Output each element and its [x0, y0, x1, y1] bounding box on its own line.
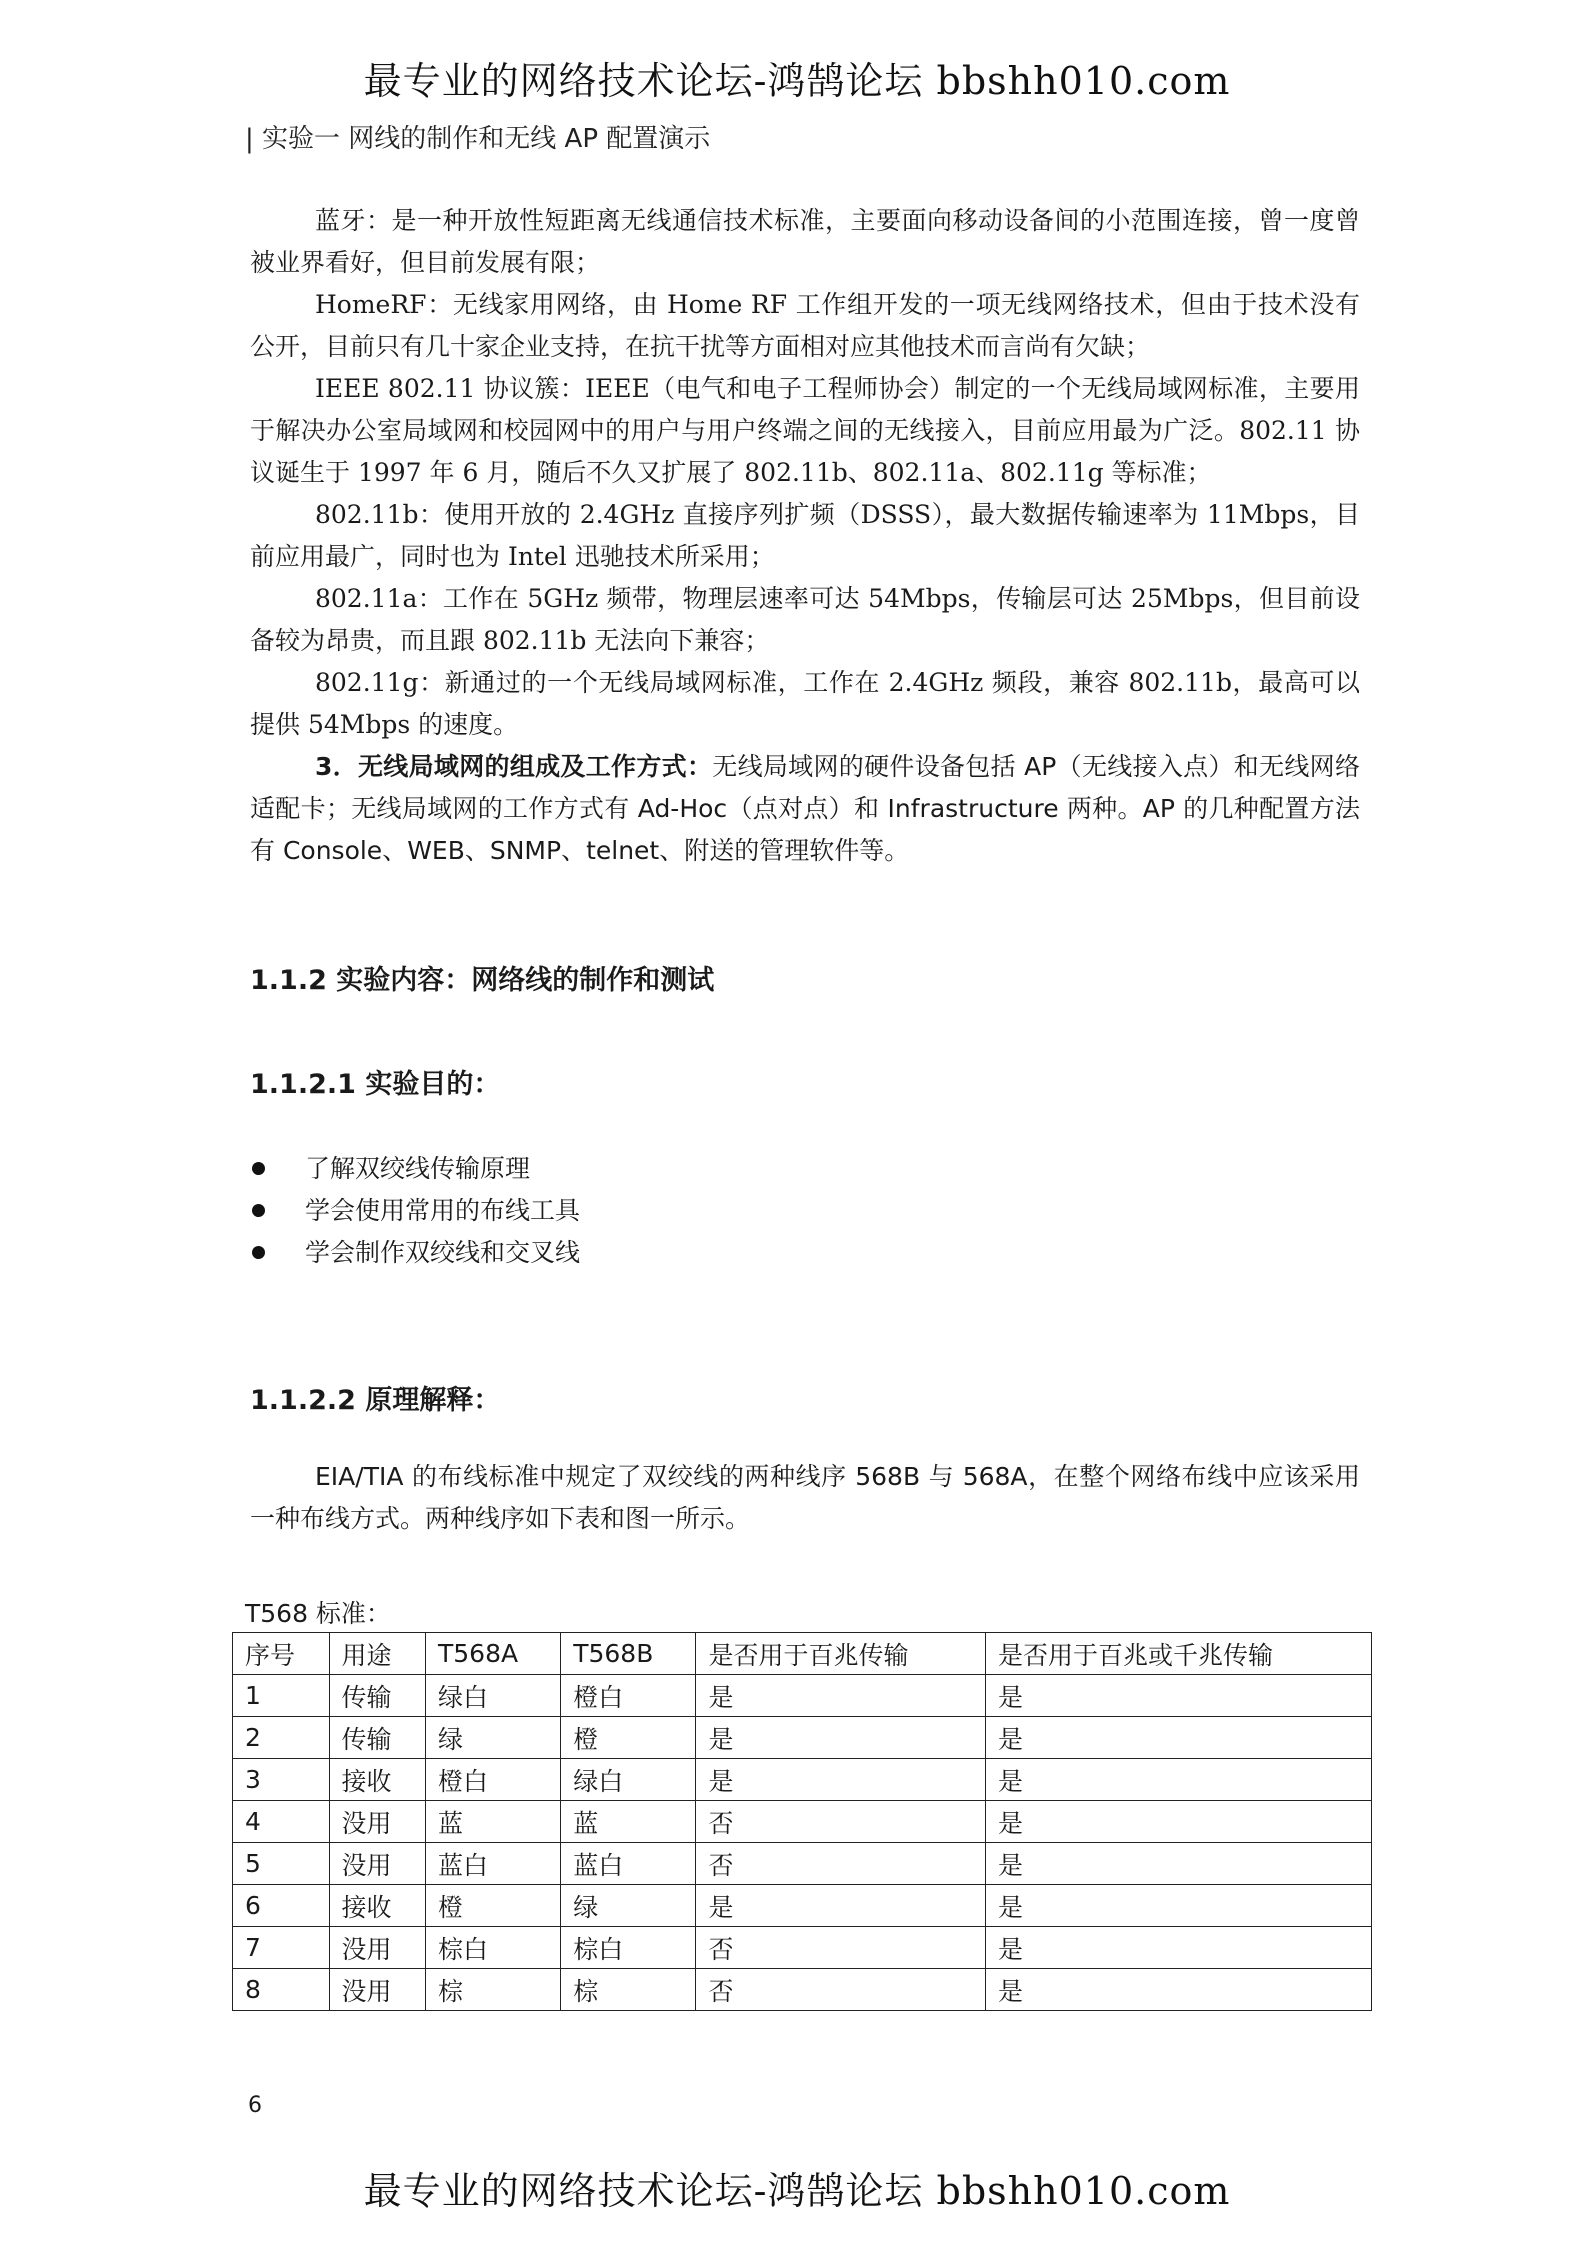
cell-index: 5 — [233, 1843, 330, 1885]
cell-t568a: 蓝 — [426, 1801, 561, 1843]
cell-index: 2 — [233, 1717, 330, 1759]
col-header-index: 序号 — [233, 1633, 330, 1675]
principle-block — [250, 1456, 1360, 1540]
table-header-row — [233, 1633, 1372, 1675]
cell-1000m: 是 — [985, 1969, 1371, 2011]
paragraph-wlan-composition — [250, 746, 1360, 872]
list-item-text: 了解双绞线传输原理 — [305, 1154, 531, 1183]
paragraph-80211b: 802.11b：使用开放的 2.4GHz 直接序列扩频（DSSS），最大数据传输速率为 11Mbps，目前应用最广，同时也为 Intel 迅驰技术所采用； — [250, 500, 1360, 571]
cell-t568a: 橙 — [426, 1885, 561, 1927]
col-header-t568b: T568B — [561, 1633, 696, 1675]
bullet-icon — [252, 1162, 265, 1175]
table-row — [233, 1759, 1372, 1801]
cell-index: 4 — [233, 1801, 330, 1843]
bullet-icon — [252, 1204, 265, 1217]
wlan-text: 无线局域网的硬件设备包括 AP（无线接入点）和无线网络适配卡；无线局域网的工作方式有 Ad-Hoc（点对点）和 Infrastructure 两种。AP 的几种配置方法有 Console、WEB、SNMP、telnet、附送的管理软件等。 — [250, 752, 1360, 865]
cell-use: 传输 — [329, 1675, 426, 1717]
table-row — [233, 1885, 1372, 1927]
cell-index: 3 — [233, 1759, 330, 1801]
section-heading-112: 1.1.2 实验内容：网络线的制作和测试 — [250, 965, 715, 996]
cell-100m: 是 — [696, 1885, 985, 1927]
list-item-text: 学会制作双绞线和交叉线 — [305, 1238, 581, 1267]
banner-bottom: 最专业的网络技术论坛-鸿鹄论坛 bbshh010.com — [363, 2169, 1231, 2213]
cell-index: 6 — [233, 1885, 330, 1927]
list-item — [250, 1190, 580, 1232]
cell-t568b: 绿白 — [561, 1759, 696, 1801]
cell-t568a: 棕 — [426, 1969, 561, 2011]
table-row — [233, 1843, 1372, 1885]
paragraph-80211g: 802.11g：新通过的一个无线局域网标准，工作在 2.4GHz 频段，兼容 802.11b，最高可以提供 54Mbps 的速度。 — [250, 668, 1360, 739]
cell-1000m: 是 — [985, 1843, 1371, 1885]
cell-t568b: 棕白 — [561, 1927, 696, 1969]
section-heading-1122: 1.1.2.2 原理解释： — [250, 1385, 501, 1416]
col-header-t568a: T568A — [426, 1633, 561, 1675]
cell-1000m: 是 — [985, 1927, 1371, 1969]
wlan-bold-lead: 3．无线局域网的组成及工作方式： — [315, 752, 713, 781]
paragraph-principle: EIA/TIA 的布线标准中规定了双绞线的两种线序 568B 与 568A，在整个网络布线中应该采用一种布线方式。两种线序如下表和图一所示。 — [250, 1462, 1360, 1533]
cell-100m: 否 — [696, 1927, 985, 1969]
paragraph-homerf: HomeRF：无线家用网络，由 Home RF 工作组开发的一项无线网络技术，但由于技术没有公开，目前只有几十家企业支持，在抗干扰等方面相对应其他技术而言尚有欠缺； — [250, 290, 1360, 361]
cell-1000m: 是 — [985, 1759, 1371, 1801]
cell-index: 7 — [233, 1927, 330, 1969]
cell-use: 没用 — [329, 1969, 426, 2011]
cell-t568a: 橙白 — [426, 1759, 561, 1801]
table-row — [233, 1717, 1372, 1759]
cell-1000m: 是 — [985, 1801, 1371, 1843]
paragraph-ieee80211: IEEE 802.11 协议簇：IEEE（电气和电子工程师协会）制定的一个无线局域网标准，主要用于解决办公室局域网和校园网中的用户与用户终端之间的无线接入，目前应用最为广泛。802.11 协议诞生于 1997 年 6 月，随后不久又扩展了 802.11b、802.11a、802.11g 等标准； — [250, 374, 1360, 487]
col-header-1000m: 是否用于百兆或千兆传输 — [985, 1633, 1371, 1675]
page-number: 6 — [248, 2093, 262, 2118]
cell-index: 8 — [233, 1969, 330, 2011]
table-caption: T568 标准： — [245, 1599, 391, 1628]
cell-100m: 否 — [696, 1843, 985, 1885]
cell-100m: 否 — [696, 1801, 985, 1843]
cell-t568a: 绿白 — [426, 1675, 561, 1717]
cell-t568b: 绿 — [561, 1885, 696, 1927]
col-header-use: 用途 — [329, 1633, 426, 1675]
paragraph-80211a: 802.11a：工作在 5GHz 频带，物理层速率可达 54Mbps，传输层可达 25Mbps，但目前设备较为昂贵，而且跟 802.11b 无法向下兼容； — [250, 584, 1360, 655]
cell-1000m: 是 — [985, 1675, 1371, 1717]
cell-1000m: 是 — [985, 1885, 1371, 1927]
cell-t568b: 蓝白 — [561, 1843, 696, 1885]
section-heading-1121: 1.1.2.1 实验目的： — [250, 1069, 501, 1100]
cell-use: 接收 — [329, 1759, 426, 1801]
cell-100m: 是 — [696, 1675, 985, 1717]
running-header: | 实验一 网线的制作和无线 AP 配置演示 — [245, 124, 711, 154]
cell-t568a: 蓝白 — [426, 1843, 561, 1885]
list-item — [250, 1232, 580, 1274]
cell-100m: 是 — [696, 1759, 985, 1801]
paragraph-bluetooth: 蓝牙：是一种开放性短距离无线通信技术标准，主要面向移动设备间的小范围连接，曾一度曾被业界看好，但目前发展有限； — [250, 206, 1360, 277]
list-item-text: 学会使用常用的布线工具 — [305, 1196, 581, 1225]
table-row — [233, 1927, 1372, 1969]
t568-table — [232, 1632, 1372, 2011]
table-row — [233, 1675, 1372, 1717]
cell-t568b: 橙白 — [561, 1675, 696, 1717]
cell-use: 传输 — [329, 1717, 426, 1759]
table-row — [233, 1801, 1372, 1843]
col-header-100m: 是否用于百兆传输 — [696, 1633, 985, 1675]
bullet-icon — [252, 1246, 265, 1259]
cell-use: 没用 — [329, 1927, 426, 1969]
cell-t568b: 蓝 — [561, 1801, 696, 1843]
cell-100m: 是 — [696, 1717, 985, 1759]
cell-use: 没用 — [329, 1843, 426, 1885]
list-item — [250, 1148, 580, 1190]
cell-t568a: 棕白 — [426, 1927, 561, 1969]
table-row — [233, 1969, 1372, 2011]
banner-top: 最专业的网络技术论坛-鸿鹄论坛 bbshh010.com — [363, 59, 1231, 103]
cell-t568b: 橙 — [561, 1717, 696, 1759]
cell-t568b: 棕 — [561, 1969, 696, 2011]
cell-use: 没用 — [329, 1801, 426, 1843]
cell-1000m: 是 — [985, 1717, 1371, 1759]
cell-index: 1 — [233, 1675, 330, 1717]
cell-100m: 否 — [696, 1969, 985, 2011]
cell-use: 接收 — [329, 1885, 426, 1927]
body-text — [250, 200, 1360, 872]
cell-t568a: 绿 — [426, 1717, 561, 1759]
objectives-list — [250, 1148, 580, 1274]
